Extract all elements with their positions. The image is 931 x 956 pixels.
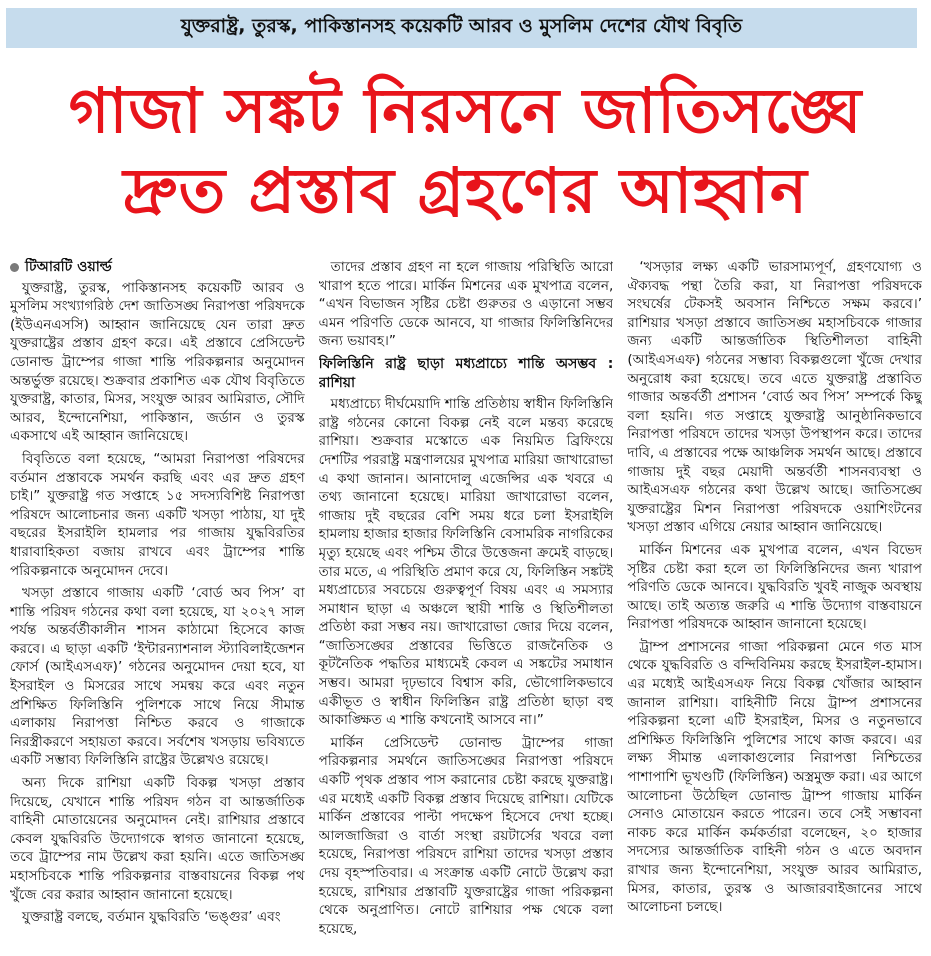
paragraph: তাদের প্রস্তাব গ্রহণ না হলে গাজায় পরিস্থিতি আরো খারাপ হতে পারে। মার্কিন মিশনের এক মুখপাত্র বলেন, “এখন বিভাজন সৃষ্টির চেষ্টা গুরুতর ও এড়ানো সম্ভব এমন পরিণতি ডেকে আনবে, যা গাজার ফিলিস্তিনিদের জন্য ভয়াবহ।” bbox=[318, 259, 614, 350]
paragraph: ট্রাম্প প্রশাসনের গাজা পরিকল্পনা মেনে গত মাস থেকে যুদ্ধবিরতি ও বন্দিবিনিময় করছে ইসরাইল-হামাস। এর মধ্যেই আইএসএফ নিয়ে বিকল্প খোঁজার আহ্বান জানাল রাশিয়া। বাহিনীটি নিয়ে ট্রাম্প প্রশাসনের পরিকল্পনা হলো এটি ইসরাইল, মিসর ও নতুনভাবে প্রশিক্ষিত ফিলিস্তিনি পুলিশের সাথে কাজ করবে। এর লক্ষ্য সীমান্ত এলাকাগুলোর নিরাপত্তা নিশ্চিতের পাশাপাশি ভূখণ্ডটি (ফিলিস্তিন) অস্ত্রমুক্ত করা। এর আগে আলোচনা উঠেছিল ডোনাল্ড ট্রাম্প গাজায় মার্কিন সেনাও মোতায়েন করতে পারেন। তবে সেই সম্ভাবনা নাকচ করে মার্কিন কর্মকর্তারা বলেছেন, ২০ হাজার সদস্যের আন্তর্জাতিক বাহিনী গঠন ও এতে অবদান রাখার জন্য ইন্দোনেশিয়া, সংযুক্ত আরব আমিরাত, মিসর, কাতার, তুরস্ক ও আজারবাইজানের সাথে আলোচনা চলছে। bbox=[627, 638, 923, 916]
paragraph: অন্য দিকে রাশিয়া একটি বিকল্প খসড়া প্রস্তাব দিয়েছে, যেখানে শান্তি পরিষদ গঠন বা আন্তর্জাতিক বাহিনী মোতায়েনের অনুমোদন নেই। রাশিয়ার প্রস্তাবে কেবল যুদ্ধবিরতি উদ্যোগকে স্বাগত জানানো হয়েছে, তবে ট্রাম্পের নাম উল্লেখ করা হয়নি। এতে জাতিসঙ্ঘ মহাসচিবকে শান্তি পরিকল্পনার বাস্তবায়নের বিকল্প পথ খুঁজে বের করার আহ্বান জানানো হয়েছে। bbox=[10, 775, 305, 903]
bullet-icon bbox=[10, 263, 19, 272]
paragraph: খসড়া প্রস্তাবে গাজায় একটি ‘বোর্ড অব পিস’ বা শান্তি পরিষদ গঠনের কথা বলা হয়েছে, যা ২০২৭ সাল পর্যন্ত অন্তর্বর্তীকালীন শাসন কাঠামো হিসেবে কাজ করবে। এ ছাড়া একটি ‘ইন্টারন্যাশনাল স্ট্যাবিলাইজেশন ফোর্স (আইএসএফ)’ গঠনের অনুমোদন দেয়া হবে, যা ইসরাইল ও মিসরের সাথে সমন্বয় করে এবং নতুন প্রশিক্ষিত ফিলিস্তিনি পুলিশকে সাথে নিয়ে সীমান্ত এলাকায় নিরাপত্তা নিশ্চিত করবে ও গাজাকে নিরস্ত্রীকরণে সহায়তা করবে। সর্বশেষ খসড়ায় ভবিষ্যতে একটি সম্ভাব্য ফিলিস্তিনি রাষ্ট্রের উল্লেখও রয়েছে। bbox=[10, 585, 305, 769]
byline-text: টিআরটি ওয়ার্ল্ড bbox=[25, 259, 112, 275]
paragraph: মার্কিন প্রেসিডেন্ট ডোনাল্ড ট্রাম্পের গাজা পরিকল্পনার সমর্থনে জাতিসঙ্ঘের নিরাপত্তা পরিষদে একটি পৃথক প্রস্তাব পাস করানোর চেষ্টা করছে যুক্তরাষ্ট্র। এর মধ্যেই একটি বিকল্প প্রস্তাব দিয়েছে রাশিয়া। যেটিকে মার্কিন প্রস্তাবের পাল্টা পদক্ষেপ হিসেবে দেখা হচ্ছে। আলজাজিরা ও বার্তা সংস্থা রয়টার্সের খবরে বলা হয়েছে, নিরাপত্তা পরিষদে রাশিয়া তাদের খসড়া প্রস্তাব দেয় বৃহস্পতিবার। এ সংক্রান্ত একটি নোটে উল্লেখ করা হয়েছে, রাশিয়ার প্রস্তাবটি যুক্তরাষ্ট্রের গাজা পরিকল্পনা থেকে অনুপ্রাণিত। নোটে রাশিয়ার পক্ষ থেকে বলা হয়েছে, bbox=[318, 734, 614, 937]
subheading: ফিলিস্তিনি রাষ্ট্র ছাড়া মধ্যপ্রাচ্যে শান্তি অসম্ভব : রাশিয়া bbox=[318, 355, 614, 391]
byline bbox=[10, 258, 305, 277]
paragraph: মধ্যপ্রাচ্যে দীর্ঘমেয়াদি শান্তি প্রতিষ্ঠায় স্বাধীন ফিলিস্তিনি রাষ্ট্র গঠনের কোনো বিকল্প নেই বলে মন্তব্য করেছে রাশিয়া। শুক্রবার মস্কোতে এক নিয়মিত ব্রিফিংয়ে দেশটির পররাষ্ট্র মন্ত্রণালয়ের মুখপাত্র মারিয়া জাখারোভা এ কথা জানান। আনাদোলু এজেন্সির এক খবরে এ তথ্য জানানো হয়েছে। মারিয়া জাখারোভা বলেন, গাজায় দুই বছরের বেশি সময় ধরে চলা ইসরাইলি হামলায় হাজার হাজার ফিলিস্তিনি বেসামরিক নাগরিকের মৃত্যু হয়েছে এবং পশ্চিম তীরে উত্তেজনা ক্রমেই বাড়ছে। তার মতে, এ পরিস্থিতি প্রমাণ করে যে, ফিলিস্তিন সঙ্কটই মধ্যপ্রাচ্যের সবচেয়ে গুরুত্বপূর্ণ বিষয় এবং এ সমস্যার সমাধান ছাড়া এ অঞ্চলে স্থায়ী শান্তি ও স্থিতিশীলতা প্রতিষ্ঠা করা সম্ভব নয়। জাখারোভা জোর দিয়ে বলেন, “জাতিসঙ্ঘের প্রস্তাবের ভিত্তিতে রাজনৈতিক ও কূটনৈতিক পদ্ধতির মাধ্যমেই কেবল এ সঙ্কটের সমাধান সম্ভব। আমরা দৃঢ়ভাবে বিশ্বাস করি, ভৌগোলিকভাবে একীভূত ও স্বাধীন ফিলিস্তিন রাষ্ট্র প্রতিষ্ঠা ছাড়া বহু আকাঙ্ক্ষিত এ শান্তি কখনোই আসবে না।” bbox=[318, 396, 614, 729]
kicker-text: যুক্তরাষ্ট্র, তুরস্ক, পাকিস্তানসহ কয়েকটি আরব ও মুসলিম দেশের যৌথ বিবৃতি bbox=[180, 15, 743, 37]
paragraph: মার্কিন মিশনের এক মুখপাত্র বলেন, এখন বিভেদ সৃষ্টির চেষ্টা করা হলে তা ফিলিস্তিনিদের জন্য খারাপ পরিণতি ডেকে আনবে। যুদ্ধবিরতি খুবই নাজুক অবস্থায় আছে। তাই অত্যন্ত জরুরি এ শান্তি উদ্যোগ বাস্তবায়নে নিরাপত্তা পরিষদকে আহ্বান জানানো হয়েছে। bbox=[627, 541, 923, 633]
column-2 bbox=[319, 258, 614, 948]
paragraph: যুক্তরাষ্ট্র বলছে, বর্তমান যুদ্ধবিরতি ‘ভঙ্গুর’ এবং bbox=[22, 909, 281, 926]
paragraph: বিবৃতিতে বলা হয়েছে, “আমরা নিরাপত্তা পরিষদের বর্তমান প্রস্তাবকে সমর্থন করছি এবং এর দ্রুত গ্রহণ চাই।” যুক্তরাষ্ট্র গত সপ্তাহে ১৫ সদস্যবিশিষ্ট নিরাপত্তা পরিষদে আলোচনার জন্য একটি খসড়া পাঠায়, যা দুই বছরের ইসরাইলি হামলার পর গাজায় যুদ্ধবিরতির ধারাবাহিকতা বজায় রাখবে এবং ট্রাম্পের শান্তি পরিকল্পনাকে অনুমোদন দেবে। bbox=[10, 450, 305, 579]
paragraph: যুক্তরাষ্ট্র, তুরস্ক, পাকিস্তানসহ কয়েকটি আরব ও মুসলিম সংখ্যাগরিষ্ঠ দেশ জাতিসঙ্ঘ নিরাপত্তা পরিষদকে (ইউএনএসসি) আহ্বান জানিয়েছে যেন তারা দ্রুত যুক্তরাষ্ট্রের প্রস্তাব গ্রহণ করে। এই প্রস্তাবে প্রেসিডেন্ট ডোনাল্ড ট্রাম্পের গাজা শান্তি পরিকল্পনার অনুমোদন অন্তর্ভুক্ত রয়েছে। শুক্রবার প্রকাশিত এক যৌথ বিবৃতিতে যুক্তরাষ্ট্র, কাতার, মিসর, সংযুক্ত আরব আমিরাত, সৌদি আরব, ইন্দোনেশিয়া, পাকিস্তান, জর্ডান ও তুরস্ক একসাথে এই আহ্বান জানিয়েছে। bbox=[10, 279, 305, 445]
paragraph: ‘খসড়ার লক্ষ্য একটি ভারসাম্যপূর্ণ, গ্রহণযোগ্য ও ঐক্যবদ্ধ পন্থা তৈরি করা, যা নিরাপত্তা পরিষদকে সংঘর্ষের টেকসই অবসান নিশ্চিতে সক্ষম করবে।’ রাশিয়ার খসড়া প্রস্তাবে জাতিসঙ্ঘ মহাসচিবকে গাজার জন্য একটি আন্তর্জাতিক স্থিতিশীলতা বাহিনী (আইএসএফ) গঠনের সম্ভাব্য বিকল্পগুলো খুঁজে দেখার অনুরোধ করা হয়েছে। তবে এতে যুক্তরাষ্ট্র প্রস্তাবিত গাজার অন্তর্বর্তী প্রশাসন ‘বোর্ড অব পিস’ সম্পর্কে কিছু বলা হয়নি। গত সপ্তাহে যুক্তরাষ্ট্র আনুষ্ঠানিকভাবে নিরাপত্তা পরিষদে তাদের খসড়া উপস্থাপন করে। তাদের দাবি, এ প্রস্তাবের পক্ষে আঞ্চলিক সমর্থন আছে। প্রস্তাবে গাজায় দুই বছর মেয়াদী অন্তর্বর্তী শাসনব্যবস্থা ও আইএসএফ গঠনের কথা উল্লেখ আছে। জাতিসঙ্ঘে যুক্তরাষ্ট্রের মিশন নিরাপত্তা পরিষদকে ওয়াশিংটনের খসড়া প্রস্তাব এগিয়ে নেয়ার আহ্বান জানিয়েছে। bbox=[627, 259, 923, 536]
kicker-banner bbox=[6, 8, 917, 48]
headline-line-2: দ্রুত প্রস্তাব গ্রহণের আহ্বান bbox=[123, 154, 808, 227]
article-body bbox=[10, 258, 922, 948]
column-1 bbox=[10, 258, 305, 948]
headline-line-1: গাজা সঙ্কট নিরসনে জাতিসঙ্ঘে bbox=[68, 74, 863, 147]
column-3 bbox=[627, 258, 922, 948]
